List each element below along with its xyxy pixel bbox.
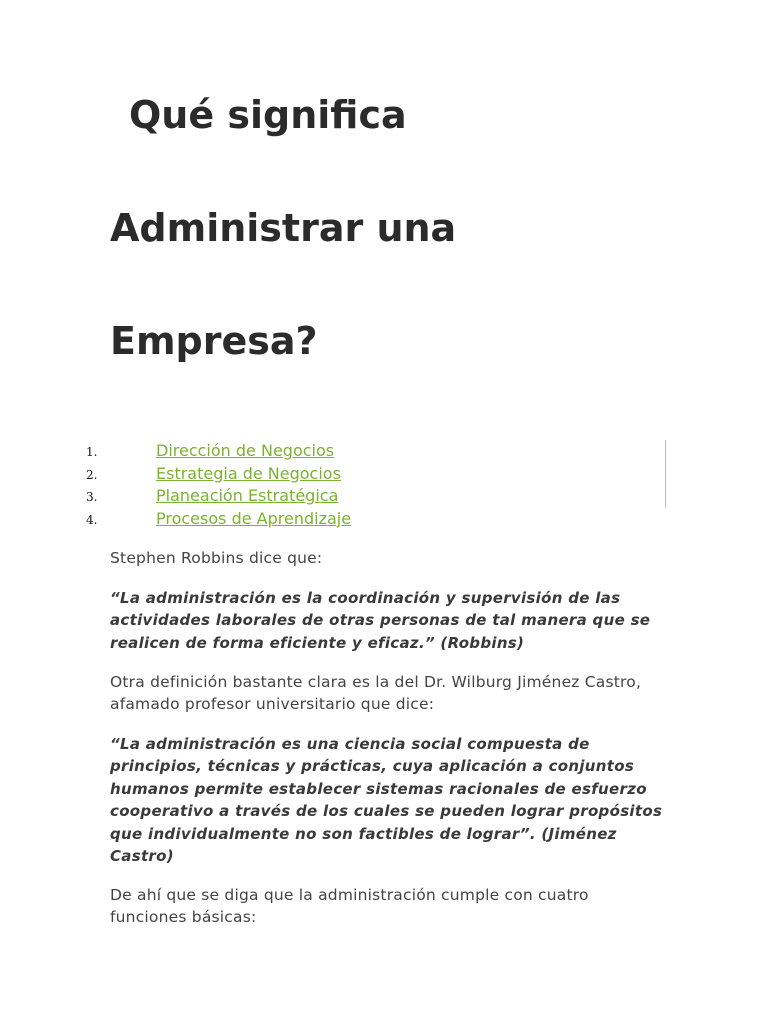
toc-item <box>0 440 768 463</box>
toc-item-number: 3. <box>86 490 98 505</box>
toc-item <box>0 485 768 508</box>
toc-item <box>0 463 768 486</box>
toc-divider <box>665 440 666 508</box>
toc-item-number: 4. <box>86 512 98 527</box>
toc-link-planeacion-estrategica[interactable]: Planeación Estratégica <box>156 486 339 506</box>
page-title-line-1: Qué significa <box>129 93 407 137</box>
page-title-line-3: Empresa? <box>110 319 318 363</box>
robbins-quote: “La administración es la coordinación y supervisión de las actividades laborales de otras personas de tal manera que se realicen de forma eficiente y eficaz.” (Robbins) <box>110 589 651 652</box>
funciones-intro-paragraph: De ahí que se diga que la administración cumple con cuatro funciones básicas: <box>110 886 589 927</box>
toc-link-procesos-de-aprendizaje[interactable]: Procesos de Aprendizaje <box>156 508 352 528</box>
toc-link-direccion-de-negocios[interactable]: Dirección de Negocios <box>156 441 335 460</box>
toc-item-number: 1. <box>86 445 98 459</box>
jimenez-quote: “La administración es una ciencia social compuesta de principios, técnicas y prácticas, cuya aplicación a conjuntos humanos permite establecer sistemas racionales de esfuerzo cooperativo a través de los cuales se pueden lograr propósitos que individualmente no son factibles de lograr”. (Jiménez Castro) <box>110 735 663 866</box>
page-title-line-2: Administrar una <box>110 206 457 250</box>
toc-link-estrategia-de-negocios[interactable]: Estrategia de Negocios <box>156 463 341 483</box>
table-of-contents <box>0 440 768 530</box>
jimenez-intro-paragraph: Otra definición bastante clara es la del Dr. Wilburg Jiménez Castro, afamado profesor universitario que dice: <box>110 673 642 714</box>
robbins-intro-paragraph: Stephen Robbins dice que: <box>110 549 323 567</box>
toc-item <box>0 508 768 531</box>
toc-item-number: 2. <box>86 467 98 482</box>
